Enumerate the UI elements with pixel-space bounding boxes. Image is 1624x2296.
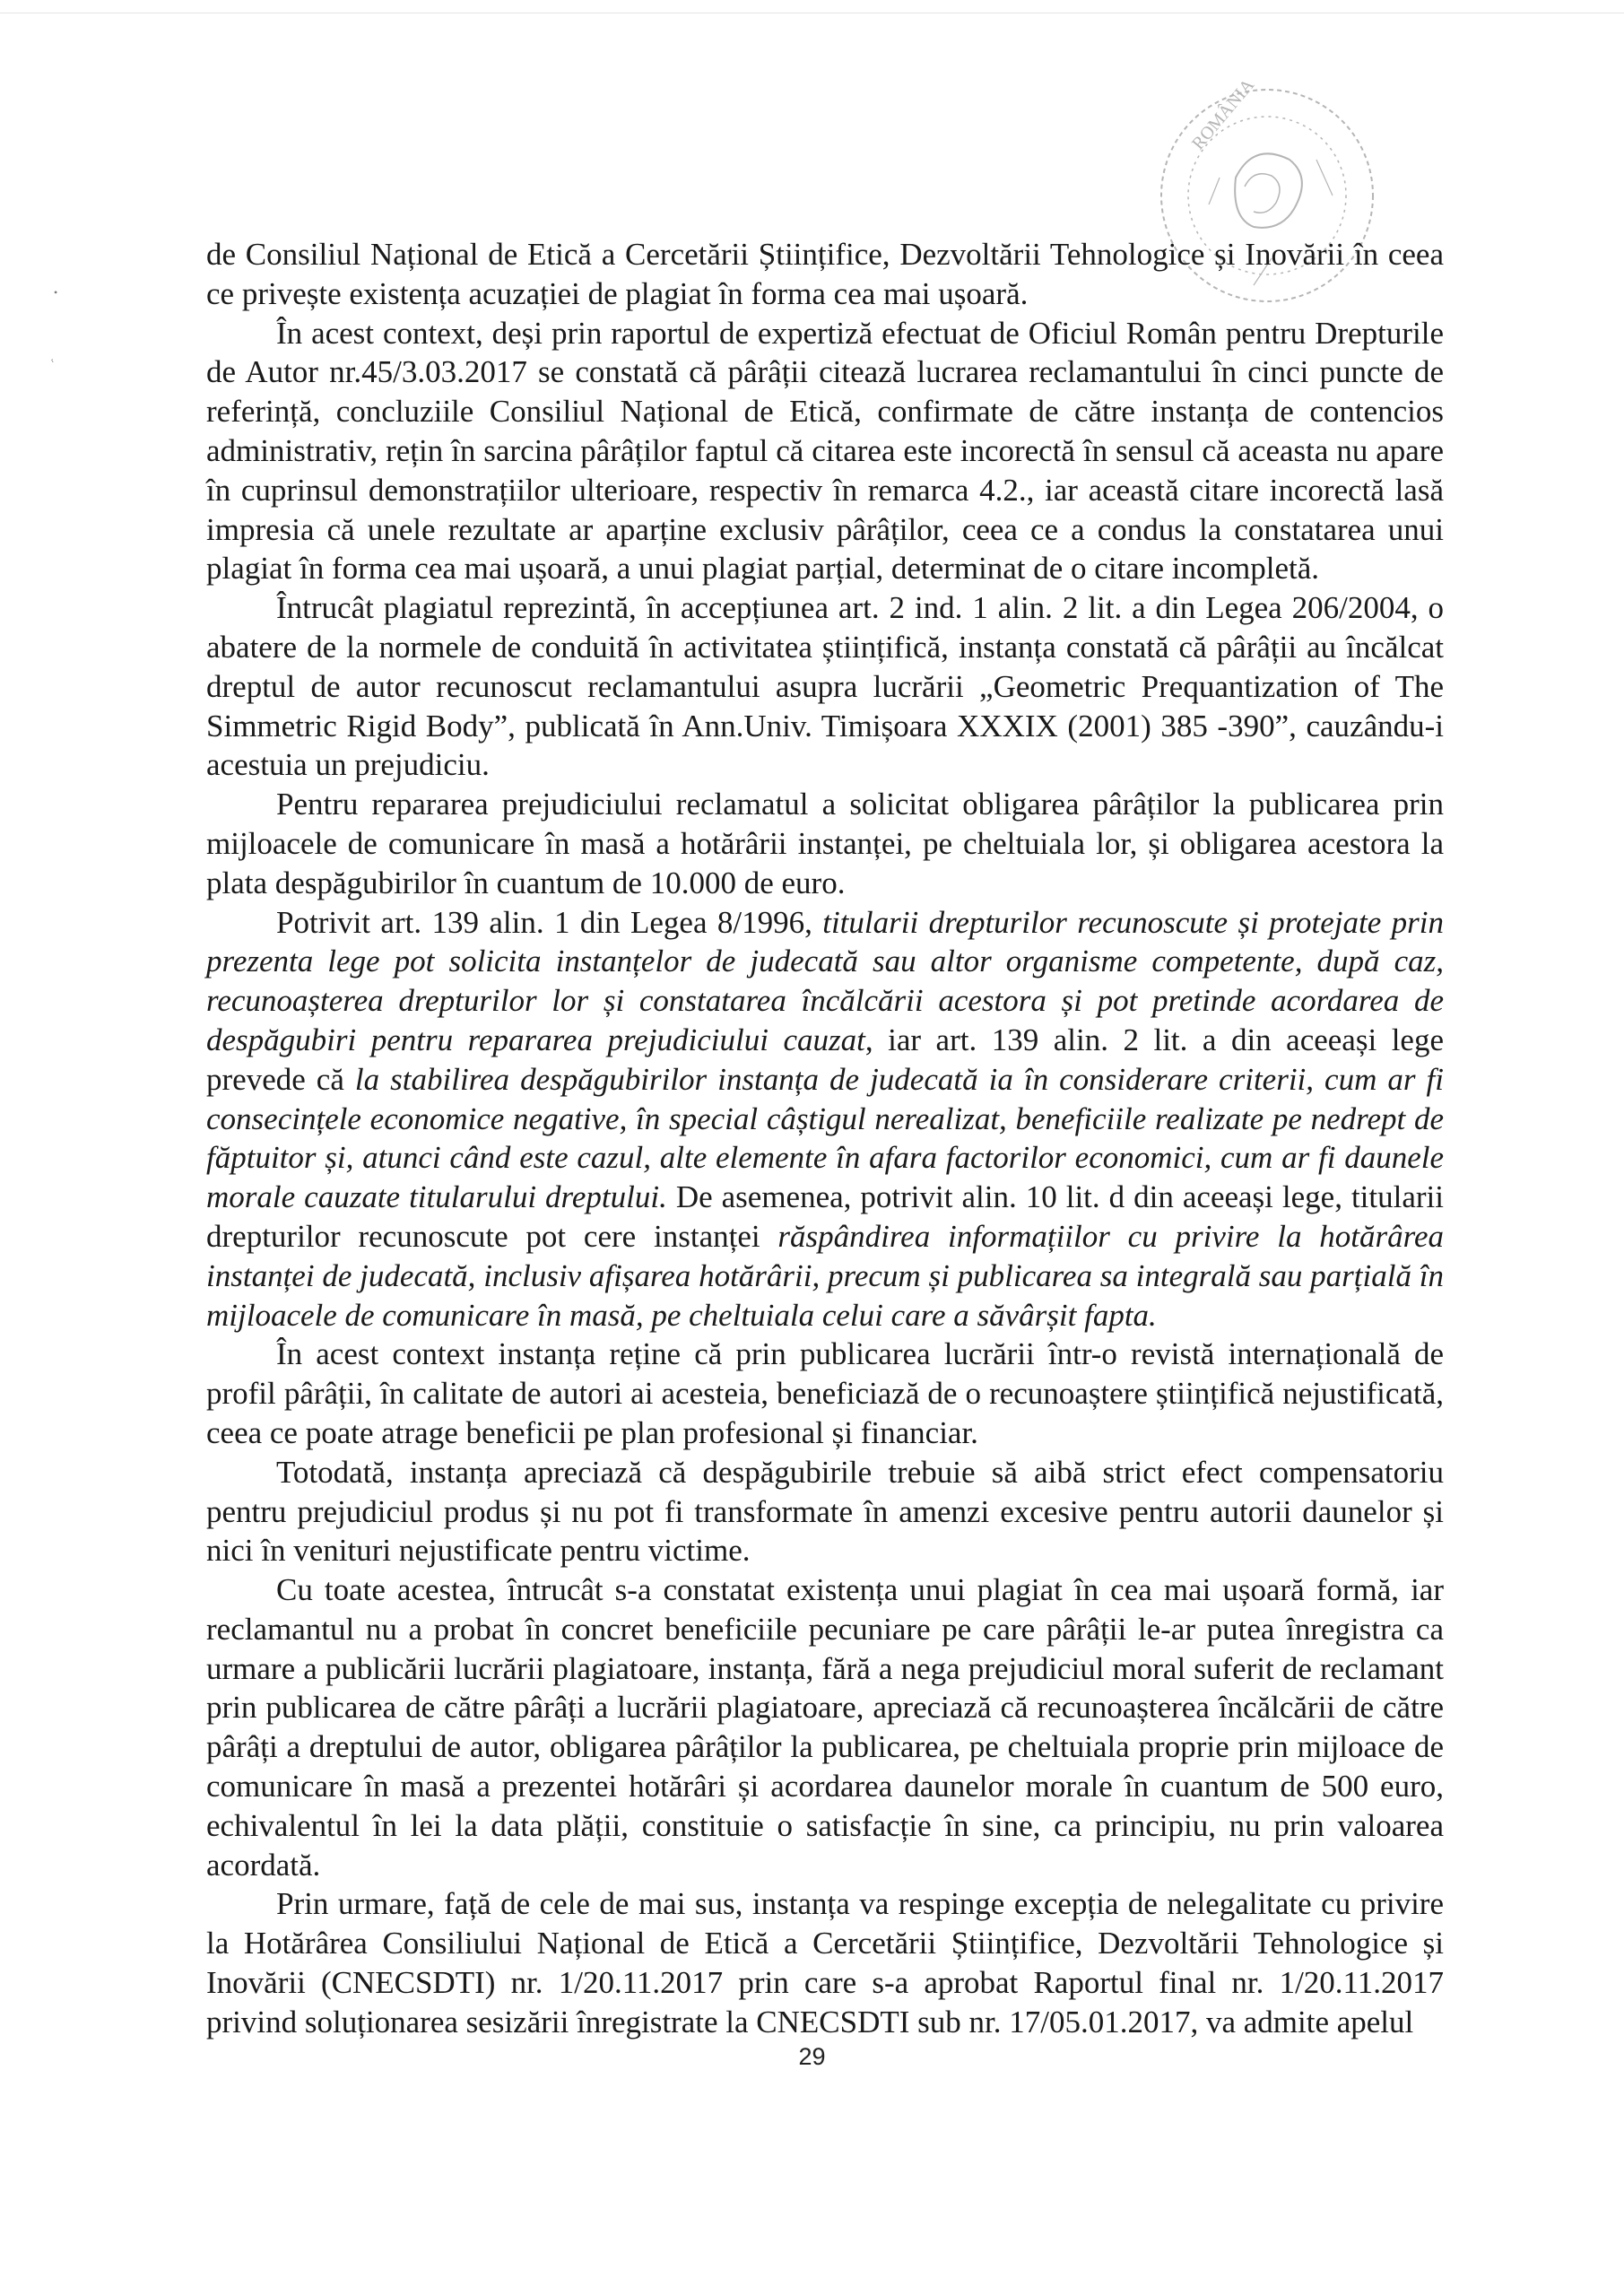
scan-dot: •	[54, 286, 58, 299]
scan-hook: ʳ	[48, 355, 57, 368]
body-paragraph	[206, 1335, 1444, 1452]
body-paragraph	[206, 588, 1444, 785]
page-number: 29	[798, 2043, 826, 2070]
body-paragraph	[206, 314, 1444, 589]
body-paragraph	[206, 1570, 1444, 1884]
body-paragraph	[206, 235, 1444, 314]
body-paragraph	[206, 903, 1444, 1335]
paragraph-text: de Consiliul Național de Etică a Cercetării Științifice, Dezvoltării Tehnologice și Inovării în ceea ce privește existența acuzației de plagiat în forma cea mai ușoară.	[206, 237, 1444, 311]
paragraph-text: În acest context, deși prin raportul de expertiză efectuat de Oficiul Român pentru Drepturile de Autor nr.45/3.03.2017 se constată că pârâții citează lucrarea reclamantului în cinci puncte de referință, concluziile Consiliul Național de Etică, confirmate de către instanța de contencios administrativ, rețin în sarcina pârâților faptul că citarea este incorectă în sensul că aceasta nu apare în cuprinsul demonstrațiilor ulterioare, respectiv în remarca 4.2., iar această citare incorectă lasă impresia că unele rezultate ar aparține exclusiv pârâților, ceea ce a condus la constatarea unui plagiat în forma cea mai ușoară, a unui plagiat parțial, determinat de o citare incompletă.	[206, 315, 1444, 587]
paragraph-text: De asemenea, potrivit alin. 10 lit. d din aceeași lege, titularii drepturilor recunoscute pot cere instanței	[206, 1179, 1444, 1254]
italic-quotation: răspândirea informațiilor cu privire la hotărârea instanței de judecată, inclusiv afișarea hotărârii, precum și publicarea sa integrală sau parțială în mijloacele de comunicare în masă, pe cheltuiala celui care a săvârșit fapta.	[206, 1218, 1444, 1333]
paragraph-text: În acest context instanța reține că prin publicarea lucrării într-o revistă internațională de profil pârâții, în calitate de autori ai acesteia, beneficiază de o recunoaștere științifică nejustificată, ceea ce poate atrage beneficii pe plan profesional și financiar.	[206, 1336, 1444, 1450]
paragraph-text: Totodată, instanța apreciază că despăgubirile trebuie să aibă strict efect compensatoriu pentru prejudiciul produs și nu pot fi transformate în amenzi excesive pentru autorii daunelor și nici în venituri nejustificate pentru victime.	[206, 1454, 1444, 1569]
body-paragraph	[206, 1453, 1444, 1570]
paragraph-text: Prin urmare, față de cele de mai sus, instanța va respinge excepția de nelegalitate cu privire la Hotărârea Consiliului Național de Etică a Cercetării Științifice, Dezvoltării Tehnologice și Inovării (CNECSDTI) nr. 1/20.11.2017 prin care s-a aprobat Raportul final nr. 1/20.11.2017 privind soluționarea sesizării înregistrate la CNECSDTI sub nr. 17/05.01.2017, va admite apelul	[206, 1886, 1444, 2039]
paragraph-text: Cu toate acestea, întrucât s-a constatat existența unui plagiat în cea mai ușoară formă, iar reclamantul nu a probat în concret beneficiile pecuniare pe care pârâții le-ar putea înregistra ca urmare a publicării lucrării plagiatoare, instanța, fără a nega prejudiciul moral suferit de reclamant prin publicarea de către pârâți a lucrării plagiatoare, apreciază că recunoașterea încălcării de către pârâți a dreptului de autor, obligarea pârâților la publicarea, pe cheltuiala proprie prin mijloace de comunicare în masă a prezentei hotărâri și acordarea daunelor morale în cuantum de 500 euro, echivalentul în lei la data plății, constituie o satisfacție în sine, ca principiu, nu prin valoarea acordată.	[206, 1572, 1444, 1883]
paragraph-text: Întrucât plagiatul reprezintă, în accepțiunea art. 2 ind. 1 alin. 2 lit. a din Legea 206/2004, o abatere de la normele de conduită în activitatea științifică, instanța constată că pârâții au încălcat dreptul de autor recunoscut reclamantului asupra lucrării „Geometric Prequantization of The Simmetric Rigid Body”, publicată în Ann.Univ. Timișoara XXXIX (2001) 385 -390”, cauzându-i acestuia un prejudiciu.	[206, 590, 1444, 783]
stamp-lettering: ROMÂNIA	[1187, 74, 1259, 154]
paragraph-text: , iar art. 139 alin. 2 lit. a din aceeași lege prevede că	[206, 1022, 1444, 1097]
italic-quotation: la stabilirea despăgubirilor instanța de judecată ia în considerare criterii, cum ar fi consecințele economice negative, în special câștigul nerealizat, beneficiile realizate pe nedrept de făptuitor și, atunci când este cazul, alte elemente în afara factorilor economici, cum ar fi daunele morale cauzate titularului dreptului.	[206, 1061, 1444, 1215]
italic-quotation: titularii drepturilor recunoscute și protejate prin prezenta lege pot solicita instanțelor de judecată sau altor organisme competente, după caz, recunoașterea drepturilor lor și constatarea încălcării acestora și pot pretinde acordarea de despăgubiri pentru repararea prejudiciului cauzat	[206, 904, 1444, 1057]
paragraph-text: Pentru repararea prejudiciului reclamatul a solicitat obligarea pârâților la publicarea prin mijloacele de comunicare în masă a hotărârii instanței, pe cheltuiala lor, și obligarea acestora la plata despăgubirilor în cuantum de 10.000 de euro.	[206, 787, 1444, 900]
paragraph-text: Potrivit art. 139 alin. 1 din Legea 8/1996,	[276, 904, 823, 940]
body-paragraph	[206, 1884, 1444, 2041]
body-paragraph	[206, 785, 1444, 902]
document-body	[206, 235, 1444, 2042]
